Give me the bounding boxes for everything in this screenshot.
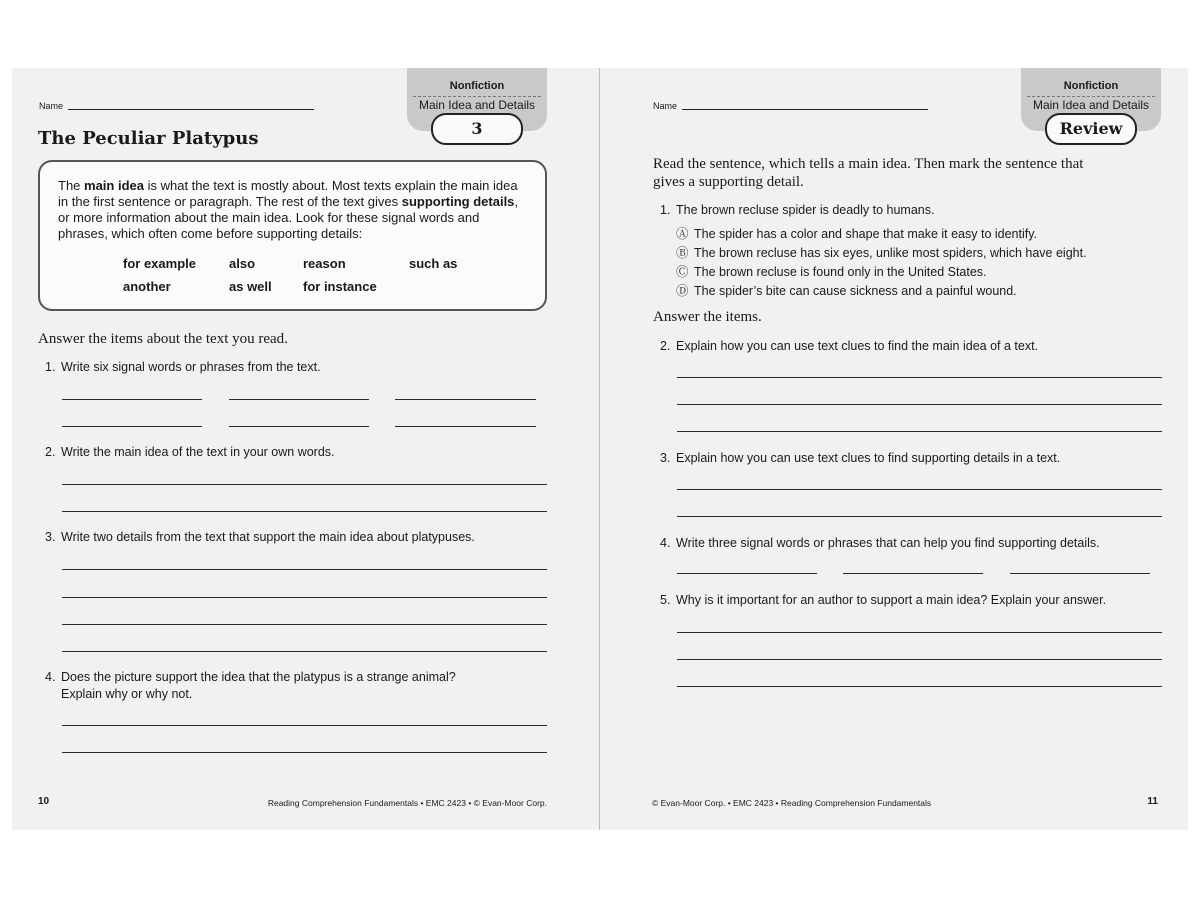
- term-main-idea: main idea: [84, 178, 144, 193]
- lesson-tab: [1021, 68, 1161, 138]
- signal-word: also: [229, 256, 256, 271]
- tab-category: Nonfiction: [449, 80, 505, 92]
- answer-line[interactable]: [229, 426, 369, 427]
- question-3: 3. Write two details from the text that support the main idea about platypuses.: [45, 530, 475, 544]
- signal-word: for instance: [303, 279, 377, 294]
- page-footer: Reading Comprehension Fundamentals • EMC 2423 • © Evan-Moor Corp.: [267, 798, 547, 808]
- definition-box: [38, 160, 547, 311]
- bubble-c-icon[interactable]: Ⓒ: [676, 265, 689, 279]
- question-1: 1. The brown recluse spider is deadly to humans.: [660, 203, 935, 217]
- answer-line[interactable]: [395, 426, 536, 427]
- question-2: 2. Explain how you can use text clues to find the main idea of a text.: [660, 339, 1039, 353]
- signal-word: reason: [303, 256, 346, 271]
- left-page: [12, 68, 600, 830]
- page-footer: © Evan-Moor Corp. • EMC 2423 • Reading Comprehension Fundamentals: [652, 798, 932, 808]
- answer-line[interactable]: [677, 686, 1162, 687]
- tab-subtitle: Main Idea and Details: [413, 96, 541, 112]
- answer-line[interactable]: [677, 632, 1162, 633]
- name-line[interactable]: [68, 109, 314, 110]
- question-3: 3. Explain how you can use text clues to find supporting details in a text.: [660, 451, 1061, 465]
- signal-word: for example: [123, 256, 196, 271]
- answer-line[interactable]: [62, 624, 547, 625]
- answer-line[interactable]: [62, 569, 547, 570]
- lesson-badge: 3: [431, 113, 523, 145]
- page-title: The Peculiar Platypus: [38, 128, 259, 149]
- intro-line-1: Read the sentence, which tells a main idea. Then mark the sentence that: [653, 156, 1084, 172]
- page-number: 10: [38, 796, 50, 807]
- answer-line[interactable]: [677, 659, 1162, 660]
- answer-option-d[interactable]: Ⓓ The spider’s bite can cause sickness and a painful wound.: [676, 281, 1017, 299]
- answer-option-b[interactable]: Ⓑ The brown recluse has six eyes, unlike most spiders, which have eight.: [676, 243, 1087, 261]
- answer-option-c[interactable]: Ⓒ The brown recluse is found only in the United States.: [676, 262, 987, 280]
- signal-word: as well: [229, 279, 272, 294]
- instruction: Answer the items.: [653, 309, 762, 325]
- name-line[interactable]: [682, 109, 928, 110]
- signal-word: another: [123, 279, 171, 294]
- answer-line[interactable]: [62, 651, 547, 652]
- term-supporting-details: supporting details: [401, 194, 515, 209]
- question-4: 4. Write three signal words or phrases that can help you find supporting details.: [660, 536, 1100, 550]
- right-page: [600, 68, 1188, 830]
- name-label: Name: [39, 101, 64, 111]
- answer-line[interactable]: [677, 431, 1162, 432]
- definition-text: The main idea is what the text is mostly about. Most texts explain the main idea in the first sentence or paragraph. The rest of the text gives supporting details, or more information about the main idea. Look for these signal words and phrases, which often come before supporting details:: [58, 178, 519, 241]
- question-2: 2. Write the main idea of the text in your own words.: [45, 445, 335, 459]
- answer-line[interactable]: [62, 597, 547, 598]
- answer-line[interactable]: [677, 573, 817, 574]
- answer-line[interactable]: [843, 573, 983, 574]
- answer-line[interactable]: [62, 725, 547, 726]
- instruction: Answer the items about the text you read.: [38, 331, 288, 347]
- question-4: 4. Does the picture support the idea that the platypus is a strange animal?: [45, 670, 456, 684]
- answer-line[interactable]: [62, 511, 547, 512]
- answer-line[interactable]: [1010, 573, 1150, 574]
- page-number: 11: [1147, 796, 1158, 807]
- review-badge: Review: [1045, 113, 1137, 145]
- signal-word: such as: [409, 256, 458, 271]
- intro-line-2: gives a supporting detail.: [653, 174, 804, 190]
- answer-line[interactable]: [62, 426, 202, 427]
- bubble-b-icon[interactable]: Ⓑ: [676, 246, 689, 260]
- answer-line[interactable]: [677, 404, 1162, 405]
- name-label: Name: [653, 101, 678, 111]
- bubble-a-icon[interactable]: Ⓐ: [676, 227, 689, 241]
- question-4-line-2: Explain why or why not.: [61, 687, 193, 701]
- answer-line[interactable]: [395, 399, 536, 400]
- question-5: 5. Why is it important for an author to support a main idea? Explain your answer.: [660, 593, 1107, 607]
- answer-line[interactable]: [677, 377, 1162, 378]
- answer-line[interactable]: [677, 489, 1162, 490]
- question-1: 1. Write six signal words or phrases from the text.: [45, 360, 321, 374]
- answer-line[interactable]: [62, 484, 547, 485]
- answer-line[interactable]: [62, 752, 547, 753]
- answer-line[interactable]: [62, 399, 202, 400]
- tab-subtitle: Main Idea and Details: [1027, 96, 1155, 112]
- answer-line[interactable]: [229, 399, 369, 400]
- lesson-tab: [407, 68, 547, 138]
- answer-line[interactable]: [677, 516, 1162, 517]
- tab-category: Nonfiction: [1063, 80, 1119, 92]
- answer-option-a[interactable]: Ⓐ The spider has a color and shape that make it easy to identify.: [676, 224, 1037, 242]
- bubble-d-icon[interactable]: Ⓓ: [676, 284, 689, 298]
